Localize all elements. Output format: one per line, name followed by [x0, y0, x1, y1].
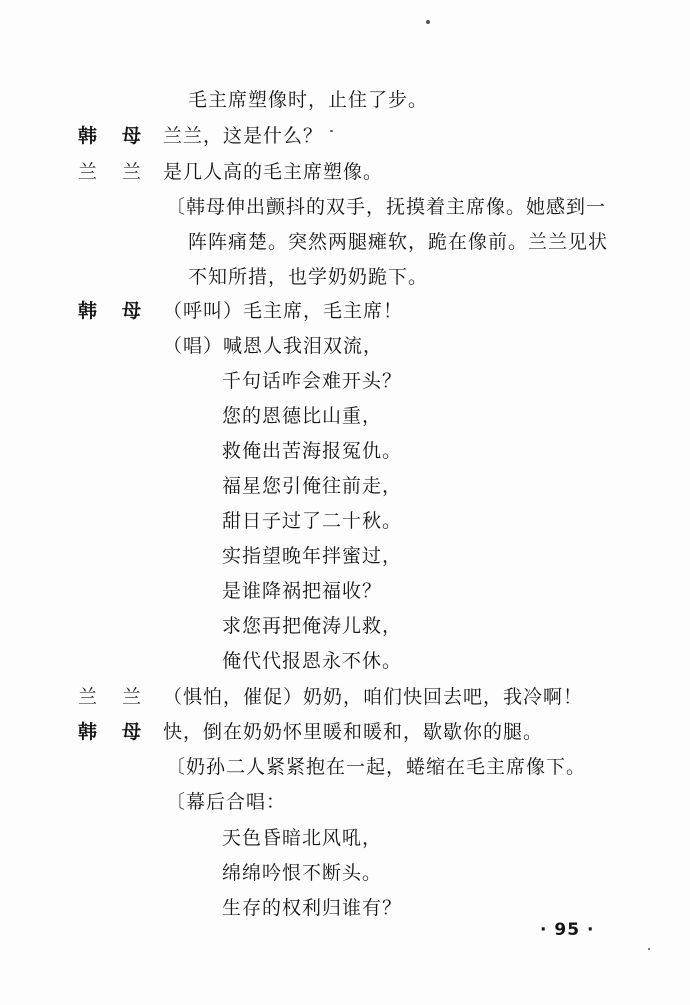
lyric-line: 绵绵吟恨不断头。	[222, 862, 383, 884]
dialogue-line: 是几人高的毛主席塑像。	[163, 161, 384, 183]
lyric-line: 甜日子过了二十秋。	[222, 510, 403, 532]
lyric-line: 救俺出苦海报冤仇。	[222, 440, 403, 462]
scan-speck	[426, 20, 430, 24]
lyric-line: 俺代代报恩永不休。	[222, 650, 403, 672]
stage-direction-line: 不知所措，也学奶奶跪下。	[188, 266, 429, 288]
lyric-line: 生存的权利归谁有？	[222, 897, 403, 919]
stage-direction-line: 〔幕后合唱：	[166, 791, 287, 813]
dialogue-line: 兰兰，这是什么？	[163, 125, 324, 147]
lyric-line: 福星您引俺往前走，	[222, 475, 403, 497]
dialogue-line: （呼叫）毛主席，毛主席！	[163, 300, 404, 322]
stage-direction-line: 阵阵痛楚。突然两腿瘫软，跪在像前。兰兰见状	[188, 231, 609, 253]
stage-direction-line: 〔奶孙二人紧紧抱在一起，蜷缩在毛主席像下。	[166, 756, 587, 778]
speaker-char: 韩	[78, 300, 99, 322]
speaker-char: 兰	[78, 161, 99, 183]
speaker-char: 兰	[78, 686, 99, 708]
dialogue-line: （惧怕，催促）奶奶，咱们快回去吧，我冷啊！	[163, 686, 584, 708]
lyric-line: 天色昏暗北风吼，	[222, 827, 383, 849]
lyric-line: （唱）喊恩人我泪双流，	[163, 335, 384, 357]
page-number: · 95 ·	[540, 920, 595, 940]
speaker-char: 兰	[122, 686, 143, 708]
stage-direction-line: 〔韩母伸出颤抖的双手，抚摸着主席像。她感到一	[166, 196, 607, 218]
lyric-line: 您的恩德比山重，	[222, 405, 383, 427]
speaker-char: 韩	[78, 125, 99, 147]
stage-direction-line: 毛主席塑像时，止住了步。	[188, 89, 429, 111]
speaker-char: 韩	[78, 721, 99, 743]
dialogue-line: 快，倒在奶奶怀里暖和暖和，歇歇你的腿。	[163, 721, 544, 743]
speaker-char: 兰	[122, 161, 143, 183]
speaker-char: 母	[122, 721, 143, 743]
speaker-char: 母	[122, 125, 143, 147]
lyric-line: 千句话咋会难开头？	[222, 370, 403, 392]
lyric-line: 实指望晚年拌蜜过，	[222, 545, 403, 567]
lyric-line: 是谁降祸把福收？	[222, 580, 383, 602]
speaker-char: 母	[122, 300, 143, 322]
scan-speck	[330, 130, 333, 132]
lyric-line: 求您再把俺涛儿救，	[222, 615, 403, 637]
scan-speck	[648, 948, 650, 950]
